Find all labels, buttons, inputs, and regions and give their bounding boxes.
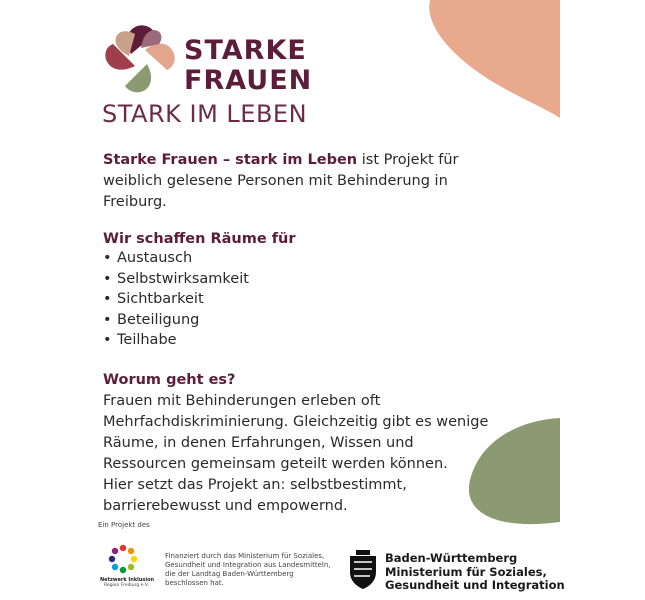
netzwerk-inklusion-logo-icon bbox=[107, 543, 139, 575]
list-item: • Sichtbarkeit bbox=[103, 291, 204, 307]
netzwerk-name: Netzwerk Inklusion bbox=[100, 577, 155, 583]
about-line: Räume, in denen Erfahrungen, Wissen und bbox=[103, 435, 414, 451]
project-of-label: Ein Projekt des bbox=[98, 521, 150, 529]
section-heading-about: Worum geht es? bbox=[103, 372, 236, 388]
intro-highlight: Starke Frauen – stark im Leben bbox=[103, 152, 358, 168]
list-item: • Teilhabe bbox=[103, 332, 177, 348]
intro-text-1: ist Projekt für bbox=[357, 152, 459, 168]
logo-title-line2: FRAUEN bbox=[184, 65, 313, 96]
intro-text-2: weiblich gelesene Personen mit Behinderung in bbox=[103, 173, 448, 189]
intro-paragraph bbox=[103, 150, 483, 213]
about-line: Frauen mit Behinderungen erleben oft bbox=[103, 393, 381, 409]
intro-text-3: Freiburg. bbox=[103, 194, 167, 210]
list-item: • Selbstwirksamkeit bbox=[103, 270, 249, 287]
logo-subtitle: STARK IM LEBEN bbox=[102, 100, 308, 128]
netzwerk-sub: Region Freiburg e.V. bbox=[104, 583, 149, 588]
list-item: • Beteiligung bbox=[103, 311, 200, 328]
baden-wuerttemberg-coat-of-arms-icon bbox=[346, 550, 380, 590]
logo-flower-icon bbox=[102, 22, 176, 94]
about-line: barrierebewusst und empowernd. bbox=[103, 498, 348, 514]
list-item: • Austausch bbox=[103, 250, 193, 266]
about-paragraph bbox=[103, 391, 503, 517]
peach-blob bbox=[429, 0, 560, 118]
section-heading-spaces: Wir schaffen Räume für bbox=[103, 231, 296, 247]
logo-title-line1: STARKE bbox=[184, 35, 307, 66]
about-line: Hier setzt das Projekt an: selbstbestimmt, bbox=[103, 477, 407, 493]
about-line: Mehrfachdiskriminierung. Gleichzeitig gibt es wenige bbox=[103, 414, 489, 430]
bw-ministry-text: Baden-Württemberg Ministerium für Soziales, Gesundheit und Integration bbox=[385, 551, 565, 592]
about-line: Ressourcen gemeinsam geteilt werden können. bbox=[103, 456, 448, 472]
spaces-list bbox=[103, 248, 249, 351]
funding-note: Finanziert durch das Ministerium für Soziales, Gesundheit und Integration aus Landesmitteln, die der Landtag Baden-Württemberg beschlossen hat. bbox=[165, 552, 331, 587]
